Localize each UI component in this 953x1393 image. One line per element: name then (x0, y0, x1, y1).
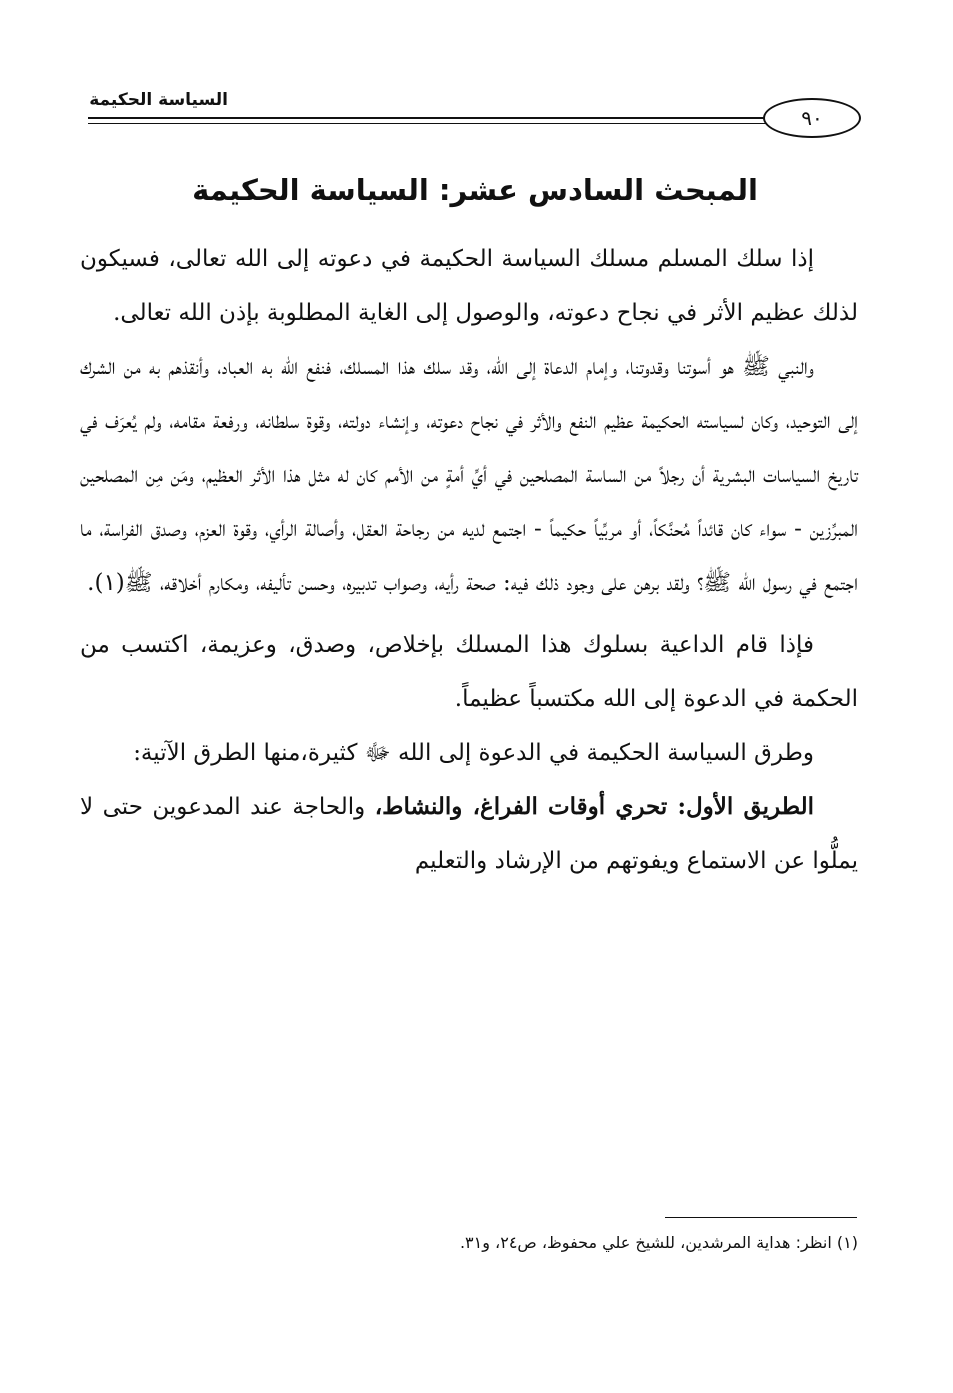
header-rule-thick (88, 117, 778, 119)
first-method-heading: الطريق الأول: تحري أوقات الفراغ، والنشاط، (374, 793, 814, 820)
paragraph-intro: إذا سلك المسلم مسلك السياسة الحكيمة في دعوته إلى الله تعالى، فسيكون لذلك عظيم الأثر في نجاح دعوته، والوصول إلى الغاية المطلوبة بإذن الله تعالى. (80, 246, 858, 326)
paragraph-methods: وطرق السياسة الحكيمة في الدعوة إلى الله ﷻ كثيرة،منها الطرق الآتية: (133, 740, 814, 766)
footnote-separator (665, 1217, 857, 1218)
paragraph-first-method (80, 780, 858, 888)
body-text (80, 232, 858, 888)
page-number: ٩٠ (763, 98, 861, 138)
paragraph-prophet: والنبي ﷺ هو أسوتنا وقدوتنا، وإمام الدعاة إلى الله، وقد سلك هذا المسلك، فنفع الله به العباد، وأنقذهم به من الشرك إلى التوحيد، وكان لسياسته الحكيمة عظيم النفع والأثر في نجاح دعوته، وإنشاء دولته، وقوة سلطانه، ورفعة مقامه، ولم يُعرَف في تاريخ السياسات البشرية أن رجلاً من الساسة المصلحين في أيِّ أمةٍ من الأمم كان له مثل هذا الأثر العظيم، ومَن مِن المصلحين المبرِّزين - سواء كان قائداً مُحنَّكاً، أو مربِّياً حكيماً - اجتمع لديه من رجاحة العقل، وأصالة الرأي، وقوة العزم، وصدق الفراسة، ما اجتمع في رسول الله ﷺ؟ ولقد برهن على وجود ذلك فيه: صحة رأيه، وصواب تدبيره، وحسن تأليفه، ومكارم أخلاقه، ﷺ(١). (80, 354, 858, 596)
first-method-text: والحاجة عند المدعوين حتى لا يملُّوا عن الاستماع ويفوتهم من الإرشاد والتعليم (80, 794, 858, 874)
header-rule-thin (88, 123, 778, 124)
running-header-title: السياسة الحكيمة (89, 90, 228, 110)
footnote: (١) انظر: هداية المرشدين، للشيخ علي محفوظ، ص٢٤، و٣١. (459, 1233, 858, 1252)
section-title: المبحث السادس عشر: السياسة الحكيمة (192, 173, 758, 207)
paragraph-caller: فإذا قام الداعية بسلوك هذا المسلك بإخلاص، وصدق، وعزيمة، اكتسب من الحكمة في الدعوة إلى الله مكتسباً عظيماً. (80, 632, 858, 712)
